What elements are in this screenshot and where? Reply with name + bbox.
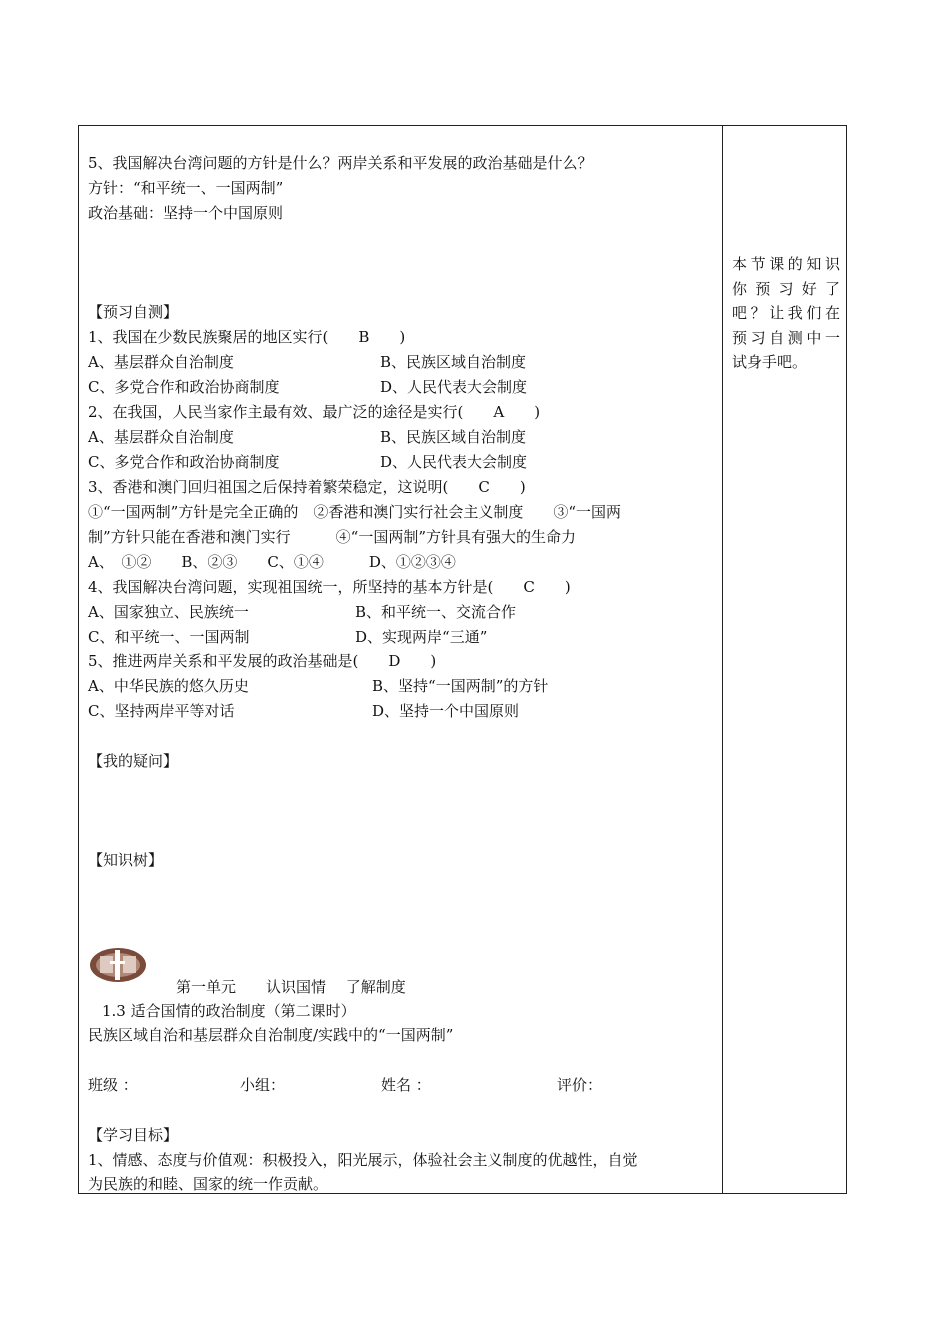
sidebar-line: 试身手吧。: [732, 353, 808, 371]
my-questions-heading: 【我的疑问】: [88, 752, 179, 770]
question-5-option-b: B、坚持“一国两制”的方针: [372, 677, 549, 695]
knowledge-tree-heading: 【知识树】: [88, 851, 164, 869]
question-2-option-a: A、基层群众自治制度: [88, 428, 234, 446]
question-3-options: A、 ①② B、②③ C、①④ D、①②③④: [88, 553, 456, 571]
question-5-option-d: D、坚持一个中国原则: [372, 702, 520, 720]
question-2-stem: 2、在我国，人民当家作主最有效、最广泛的途径是实行( A ): [88, 403, 541, 421]
question-2-option-c: C、多党合作和政治协商制度: [88, 453, 280, 471]
column-divider: [722, 125, 723, 1194]
unit-title: 第一单元 认识国情 了解制度: [176, 978, 406, 996]
q5-policy: 方针：“和平统一、一国两制”: [88, 179, 284, 197]
objective-1-line1: 1、情感、态度与价值观：积极投入，阳光展示，体验社会主义制度的优越性，自觉: [88, 1151, 638, 1169]
question-4-option-d: D、实现两岸“三通”: [355, 628, 488, 646]
question-3-stem: 3、香港和澳门回归祖国之后保持着繁荣稳定，这说明( C ): [88, 478, 526, 496]
question-1-option-a: A、基层群众自治制度: [88, 353, 234, 371]
preview-heading: 【预习自测】: [88, 303, 179, 321]
question-3-statements-1: ①“一国两制”方针是完全正确的 ②香港和澳门实行社会主义制度 ③“一国两: [88, 503, 622, 521]
q5-basis: 政治基础：坚持一个中国原则: [88, 204, 284, 222]
sidebar-note: [732, 252, 840, 375]
lesson-subtitle: 民族区域自治和基层群众自治制度/实践中的“一国两制”: [88, 1026, 454, 1044]
question-5-option-a: A、中华民族的悠久历史: [88, 677, 249, 695]
lesson-title: 1.3 适合国情的政治制度（第二课时）: [102, 1002, 356, 1020]
unit-logo-icon: [88, 945, 148, 985]
sidebar-line: 预习自测中一: [732, 328, 840, 347]
question-1-stem: 1、我国在少数民族聚居的地区实行( B ): [88, 328, 406, 346]
question-1-option-c: C、多党合作和政治协商制度: [88, 378, 280, 396]
question-4-option-b: B、和平统一、交流合作: [355, 603, 517, 621]
sidebar-line: 本节课的知识: [732, 255, 840, 273]
question-2-option-d: D、人民代表大会制度: [380, 453, 528, 471]
question-3-statements-2: 制”方针只能在香港和澳门实行 ④“一国两制”方针具有强大的生命力: [88, 528, 577, 546]
question-4-stem: 4、我国解决台湾问题，实现祖国统一，所坚持的基本方针是( C ): [88, 578, 571, 596]
question-1-option-d: D、人民代表大会制度: [380, 378, 528, 396]
question-4-option-a: A、国家独立、民族统一: [88, 603, 249, 621]
question-5-option-c: C、坚持两岸平等对话: [88, 702, 235, 720]
q5-title: 5、我国解决台湾问题的方针是什么？两岸关系和平发展的政治基础是什么？: [88, 154, 593, 172]
sidebar-line: 吧？让我们在: [732, 304, 840, 322]
objectives-heading: 【学习目标】: [88, 1126, 179, 1144]
question-5-stem: 5、推进两岸关系和平发展的政治基础是( D ): [88, 652, 437, 670]
group-field-label: 小组：: [240, 1076, 286, 1094]
name-field-label: 姓名 ：: [381, 1076, 431, 1094]
class-field-label: 班级 ：: [88, 1076, 138, 1094]
objective-1-line2: 为民族的和睦、国家的统一作贡献。: [88, 1175, 329, 1193]
rating-field-label: 评价：: [557, 1076, 603, 1094]
question-2-option-b: B、民族区域自治制度: [380, 428, 527, 446]
sidebar-line: 你 预 习 好 了: [732, 279, 840, 298]
question-4-option-c: C、和平统一、一国两制: [88, 628, 250, 646]
question-1-option-b: B、民族区域自治制度: [380, 353, 527, 371]
